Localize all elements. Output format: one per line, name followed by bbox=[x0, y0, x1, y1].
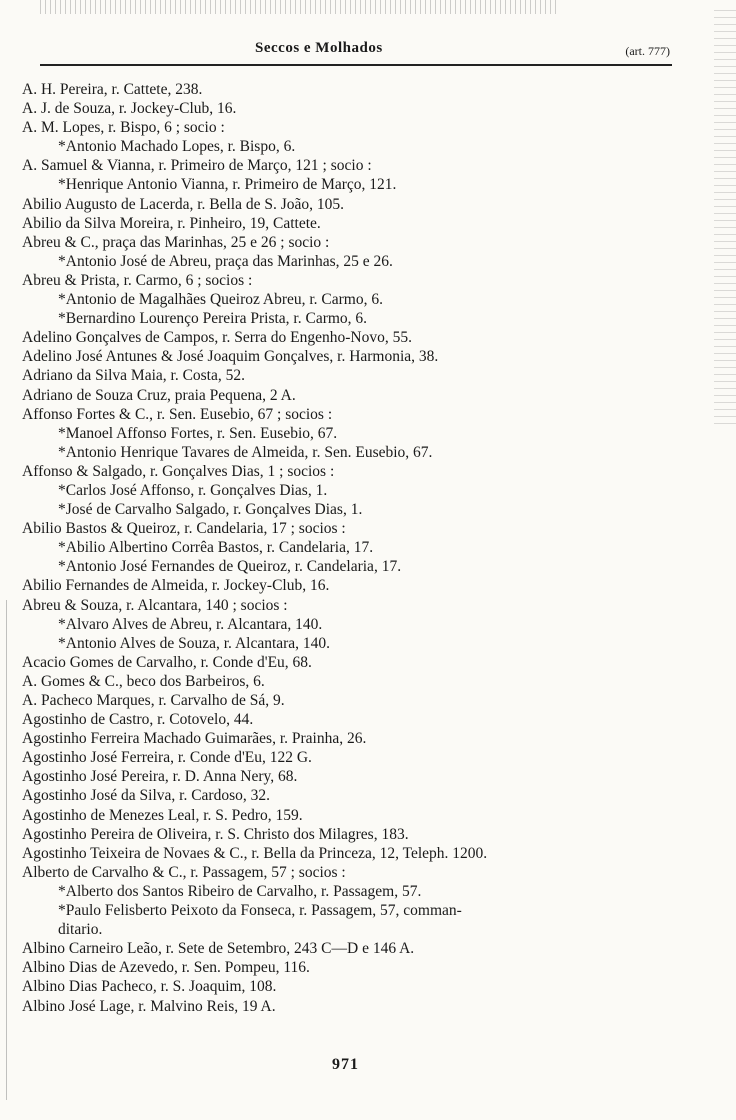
directory-entry: Agostinho de Menezes Leal, r. S. Pedro, 159. bbox=[22, 806, 303, 824]
partner-entry: *Alvaro Alves de Abreu, r. Alcantara, 140. bbox=[58, 615, 323, 633]
directory-entry: Agostinho de Castro, r. Cotovelo, 44. bbox=[22, 711, 254, 729]
directory-entry: Agostinho Pereira de Oliveira, r. S. Christo dos Milagres, 183. bbox=[22, 825, 409, 843]
page-edge-shadow bbox=[714, 10, 736, 430]
entry-list bbox=[22, 80, 712, 1016]
directory-entry: Abilio Bastos & Queiroz, r. Candelaria, 17 ; socios : bbox=[22, 520, 346, 538]
directory-entry: Albino Carneiro Leão, r. Sete de Setembro, 243 C—D e 146 A. bbox=[22, 940, 415, 958]
partner-entry: *Paulo Felisberto Peixoto da Fonseca, r. Passagem, 57, comman- bbox=[58, 902, 462, 920]
article-reference: (art. 777) bbox=[625, 44, 670, 58]
directory-entry: A. Pacheco Marques, r. Carvalho de Sá, 9. bbox=[22, 692, 285, 709]
partner-entry: *Bernardino Lourenço Pereira Prista, r. Carmo, 6. bbox=[58, 310, 368, 328]
directory-entry: Abreu & Prista, r. Carmo, 6 ; socios : bbox=[22, 271, 253, 289]
directory-entry: Agostinho José Ferreira, r. Conde d'Eu, 122 G. bbox=[22, 749, 312, 767]
partner-entry: *Antonio Henrique Tavares de Almeida, r. Sen. Eusebio, 67. bbox=[58, 443, 433, 461]
directory-entry: Adelino José Antunes & José Joaquim Gonçalves, r. Harmonia, 38. bbox=[22, 348, 439, 366]
directory-entry: Agostinho José da Silva, r. Cardoso, 32. bbox=[22, 787, 270, 805]
directory-entry: Adriano de Souza Cruz, praia Pequena, 2 A. bbox=[22, 386, 296, 404]
directory-entry: Alberto de Carvalho & C., r. Passagem, 57 ; socios : bbox=[22, 863, 346, 881]
partner-entry: *Alberto dos Santos Ribeiro de Carvalho, r. Passagem, 57. bbox=[58, 882, 422, 900]
directory-entry: A. M. Lopes, r. Bispo, 6 ; socio : bbox=[22, 119, 225, 137]
directory-entry: Abreu & C., praça das Marinhas, 25 e 26 ; socio : bbox=[22, 233, 330, 251]
binding-margin-line bbox=[6, 600, 7, 1100]
directory-entry: Albino Dias de Azevedo, r. Sen. Pompeu, 116. bbox=[22, 959, 310, 977]
directory-entry: Adelino Gonçalves de Campos, r. Serra do Engenho-Novo, 55. bbox=[22, 329, 413, 347]
partner-entry: *Manoel Affonso Fortes, r. Sen. Eusebio, 67. bbox=[58, 424, 338, 442]
directory-entry: Acacio Gomes de Carvalho, r. Conde d'Eu, 68. bbox=[22, 653, 312, 671]
partner-entry: *Abilio Albertino Corrêa Bastos, r. Candelaria, 17. bbox=[58, 539, 374, 557]
print-noise bbox=[40, 0, 560, 14]
directory-entry: Adriano da Silva Maia, r. Costa, 52. bbox=[22, 367, 245, 385]
directory-entry: Abreu & Souza, r. Alcantara, 140 ; socios : bbox=[22, 596, 288, 614]
directory-entry: A. H. Pereira, r. Cattete, 238. bbox=[22, 81, 203, 98]
partner-entry: *José de Carvalho Salgado, r. Gonçalves Dias, 1. bbox=[58, 501, 363, 519]
partner-entry: *Antonio José Fernandes de Queiroz, r. Candelaria, 17. bbox=[58, 558, 402, 576]
directory-entry: Albino Dias Pacheco, r. S. Joaquim, 108. bbox=[22, 978, 277, 996]
directory-entry: Affonso Fortes & C., r. Sen. Eusebio, 67 ; socios : bbox=[22, 405, 333, 423]
partner-entry: *Henrique Antonio Vianna, r. Primeiro de Março, 121. bbox=[58, 176, 397, 194]
directory-entry: A. Samuel & Vianna, r. Primeiro de Março, 121 ; socio : bbox=[22, 157, 372, 175]
partner-entry: *Antonio de Magalhães Queiroz Abreu, r. Carmo, 6. bbox=[58, 291, 383, 309]
partner-entry: *Antonio José de Abreu, praça das Marinhas, 25 e 26. bbox=[58, 252, 393, 270]
directory-entry: A. J. de Souza, r. Jockey-Club, 16. bbox=[22, 100, 237, 118]
directory-entry: Affonso & Salgado, r. Gonçalves Dias, 1 ; socios : bbox=[22, 462, 335, 480]
directory-entry: Abilio Augusto de Lacerda, r. Bella de S. João, 105. bbox=[22, 195, 344, 213]
section-title: Seccos e Molhados bbox=[255, 40, 383, 56]
directory-entry: Abilio Fernandes de Almeida, r. Jockey-Club, 16. bbox=[22, 577, 330, 595]
page-header bbox=[40, 38, 672, 66]
directory-entry: Agostinho Teixeira de Novaes & C., r. Bella da Princeza, 12, Teleph. 1200. bbox=[22, 844, 488, 862]
partner-entry: *Antonio Machado Lopes, r. Bispo, 6. bbox=[58, 138, 296, 156]
directory-entry: Agostinho Ferreira Machado Guimarães, r. Prainha, 26. bbox=[22, 730, 367, 748]
page-number: 971 bbox=[332, 1056, 359, 1073]
partner-entry: *Carlos José Affonso, r. Gonçalves Dias, 1. bbox=[58, 481, 328, 499]
directory-entry: A. Gomes & C., beco dos Barbeiros, 6. bbox=[22, 672, 265, 690]
partner-entry: *Antonio Alves de Souza, r. Alcantara, 140. bbox=[58, 634, 331, 652]
directory-entry: Albino José Lage, r. Malvino Reis, 19 A. bbox=[22, 997, 276, 1015]
directory-entry: Agostinho José Pereira, r. D. Anna Nery, 68. bbox=[22, 768, 298, 786]
directory-entry: Abilio da Silva Moreira, r. Pinheiro, 19, Cattete. bbox=[22, 214, 321, 232]
entry-continuation: ditario. bbox=[58, 921, 103, 939]
